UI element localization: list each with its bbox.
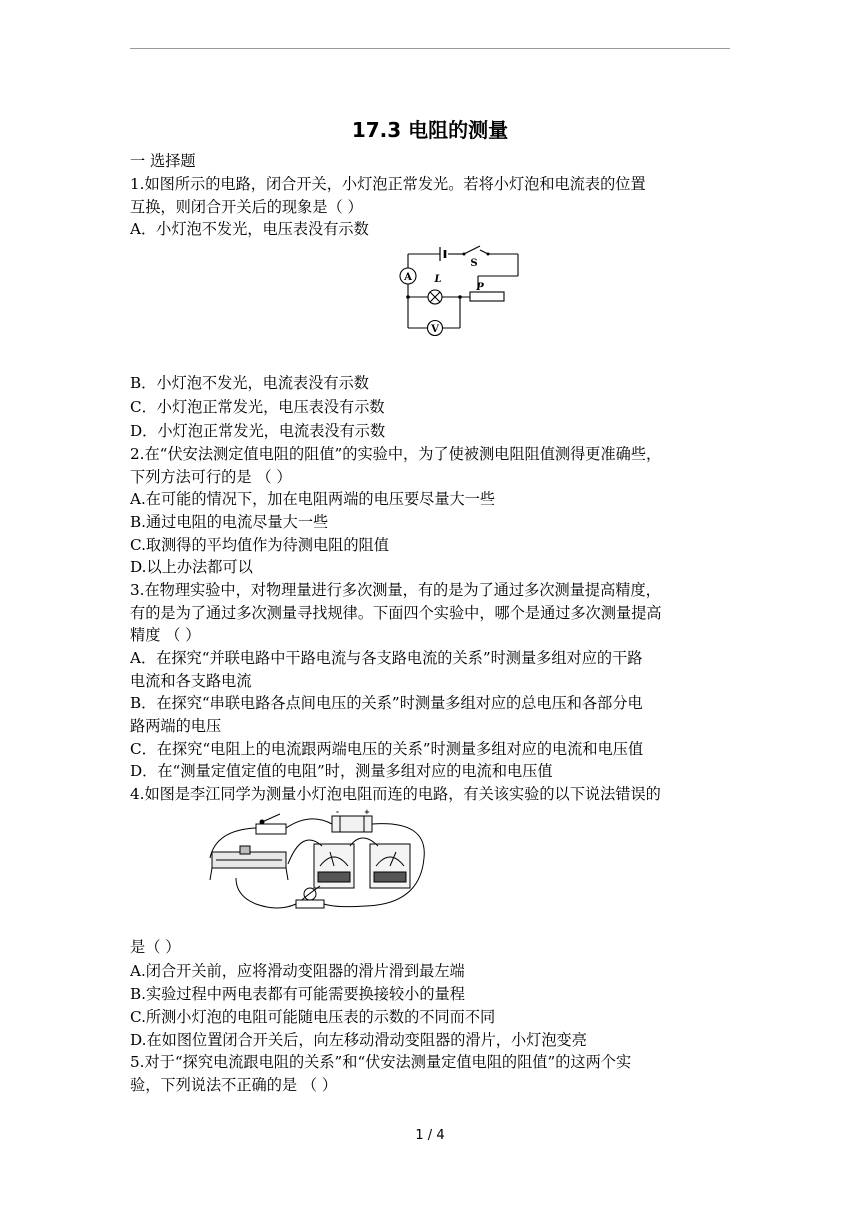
option-line: C.所测小灯泡的电阻可能随电压表的示数的不同而不同 <box>130 1008 496 1026</box>
text-line: 互换，则闭合开关后的现象是（ ） <box>130 198 363 216</box>
header-rule <box>130 48 730 49</box>
option-line: D．小灯泡正常发光，电流表没有示数 <box>130 422 386 440</box>
text-line: 有的是为了通过多次测量寻找规律。下面四个实验中，哪个是通过多次测量提高 <box>130 604 662 622</box>
option-line: C.取测得的平均值作为待测电阻的阻值 <box>130 536 389 554</box>
slider-label: P <box>476 282 484 293</box>
option-line: B．小灯泡不发光，电流表没有示数 <box>130 374 369 392</box>
option-line: C．小灯泡正常发光，电压表没有示数 <box>130 398 385 416</box>
option-line: D.以上办法都可以 <box>130 558 253 576</box>
text-line: 2.在“伏安法测定值电阻的阻值”的实验中，为了使被测电阻阻值测得更准确些， <box>130 445 662 463</box>
option-line: B.实验过程中两电表都有可能需要换接较小的量程 <box>130 985 465 1003</box>
option-line: B.通过电阻的电流尽量大一些 <box>130 513 329 531</box>
svg-text:-: - <box>336 808 339 816</box>
apparatus-figure <box>206 808 432 918</box>
circuit-diagram-figure <box>398 240 524 342</box>
section-heading: 一 选择题 <box>130 152 196 170</box>
text-line: 下列方法可行的是 （ ） <box>130 468 292 486</box>
page-number: 1 / 4 <box>415 1128 445 1143</box>
page-title: 17.3 电阻的测量 <box>351 118 509 142</box>
text-line: 4.如图是李江同学为测量小灯泡电阻而连的电路，有关该实验的以下说法错误的 <box>130 785 661 803</box>
voltmeter-symbol: V <box>431 324 439 335</box>
option-line: A．在探究“并联电路中干路电流与各支路电流的关系”时测量多组对应的干路 <box>130 649 643 667</box>
option-line: A.在可能的情况下，加在电阻两端的电压要尽量大一些 <box>130 490 496 508</box>
option-line: D.在如图位置闭合开关后，向左移动滑动变阻器的滑片，小灯泡变亮 <box>130 1031 587 1049</box>
option-line: A.闭合开关前，应将滑动变阻器的滑片滑到最左端 <box>130 962 465 980</box>
text-line: 3.在物理实验中，对物理量进行多次测量，有的是为了通过多次测量提高精度， <box>130 581 661 599</box>
option-line: A．小灯泡不发光，电压表没有示数 <box>130 220 369 238</box>
switch-label: S <box>470 258 478 269</box>
text-line: 是（ ） <box>130 938 181 956</box>
text-line: 1.如图所示的电路，闭合开关，小灯泡正常发光。若将小灯泡和电流表的位置 <box>130 175 646 193</box>
lamp-label: L <box>434 274 442 285</box>
text-line: 电流和各支路电流 <box>130 672 252 690</box>
text-line: 精度 （ ） <box>130 626 201 644</box>
text-line: 验，下列说法不正确的是 （ ） <box>130 1076 338 1094</box>
svg-text:+: + <box>364 808 370 816</box>
text-line: 路两端的电压 <box>130 717 222 735</box>
ammeter-symbol: A <box>404 272 412 283</box>
option-line: C．在探究“电阻上的电流跟两端电压的关系”时测量多组对应的电流和电压值 <box>130 740 644 758</box>
text-line: 5.对于“探究电流跟电阻的关系”和“伏安法测量定值电阻的阻值”的这两个实 <box>130 1053 632 1071</box>
option-line: D．在“测量定值定值的电阻”时，测量多组对应的电流和电压值 <box>130 762 553 780</box>
option-line: B．在探究“串联电路各点间电压的关系”时测量多组对应的总电压和各部分电 <box>130 694 643 712</box>
